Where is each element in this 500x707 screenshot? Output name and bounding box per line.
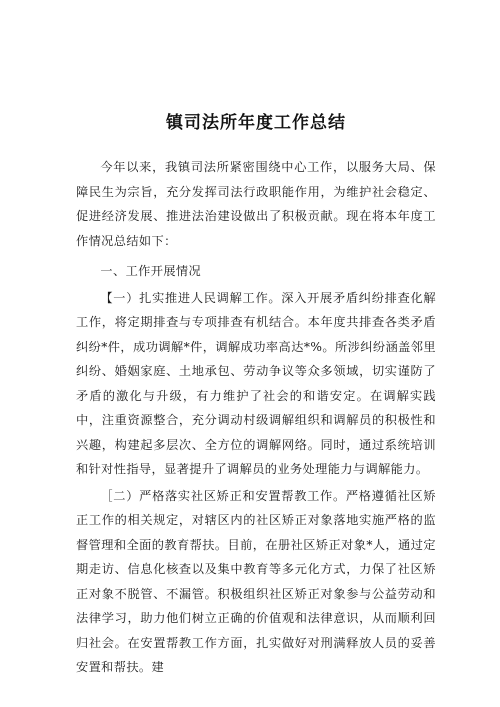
- item-paragraph-1: 【一）扎实推进人民调解工作。深入开展矛盾纠纷排查化解工作，将定期排查与专项排查有机结合。本年度共排查各类矛盾纠纷*件，成功调解*件，调解成功率高达*%。所涉纠纷涵盖邻里纠纷、婚姻家庭、土地承包、劳动争议等众多领域，切实谨防了矛盾的激化与升级，有力维护了社会的和谐安定。在调解实践中，注重资源整合，充分调动村级调解组织和调解员的积极性和兴趣，构建起多层次、全方位的调解网络。同时，通过系统培训和针对性指导，显著提升了调解员的业务处理能力与调解能力。: [76, 290, 436, 476]
- section-heading: 一、工作开展情况: [100, 264, 202, 278]
- document-title: 镇司法所年度工作总结: [166, 113, 346, 133]
- intro-paragraph: 今年以来，我镇司法所紧密围绕中心工作，以服务大局、保障民生为宗旨，充分发挥司法行政职能作用，为维护社会稳定、促进经济发展、推进法治建设做出了积极贡献。现在将本年度工作情况总结如下：: [76, 160, 436, 248]
- item-paragraph-2: ［二）严格落实社区矫正和安置帮教工作。严格遵循社区矫正工作的相关规定，对辖区内的社区矫正对象落地实施严格的监督管理和全面的教育帮扶。目前，在册社区矫正对象*人，通过定期走访、信息化核查以及集中教育等多元化方式，力保了社区矫正对象不脱管、不漏管。积极组织社区矫正对象参与公益劳动和法律学习，助力他们树立正确的价值观和法律意识，从而顺利回归社会。在安置帮教工作方面，扎实做好对刑满释放人员的妥善安置和帮扶。建: [76, 488, 436, 674]
